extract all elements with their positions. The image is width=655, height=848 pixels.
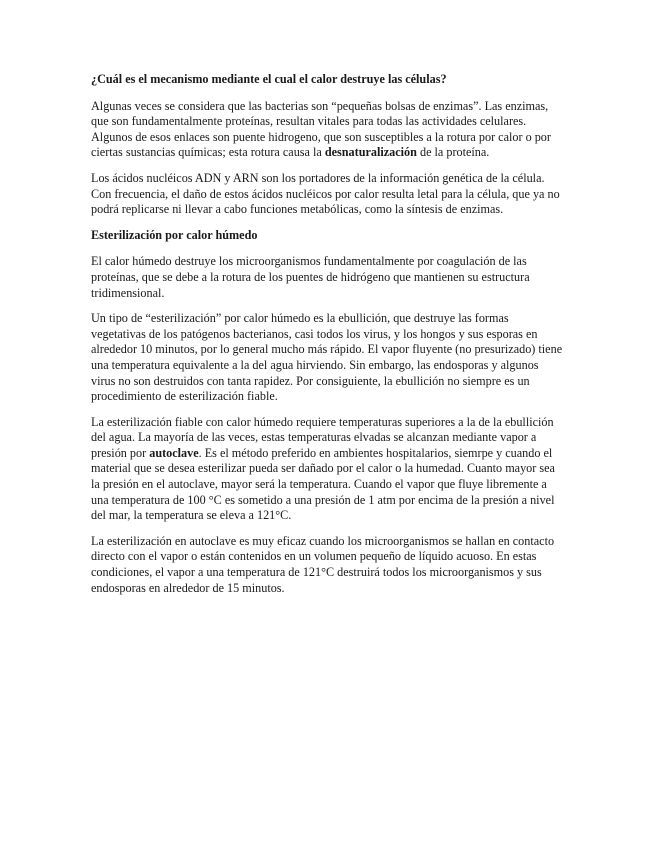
autoclave-term: autoclave	[149, 445, 199, 460]
paragraph-boiling: Un tipo de “esterilización” por calor húmedo es la ebullición, que destruye las formas vegetativas de los patógenos bacterianos, casi todos los virus, y los hongos y sus esporas en alrededor 10 minutos, por lo general mucho más rápido. El vapor fluyente (no presurizado) tiene una temperatura equivalente a la del agua hirviendo. Sin embargo, las endosporas y algunos virus no son destruidos con tanta rapidez. Por consiguiente, la ebullición no siempre es un procedimiento de esterilización fiable.	[91, 311, 563, 404]
paragraph-enzymes-text-2: de la proteína.	[416, 145, 490, 160]
paragraph-autoclave	[91, 415, 565, 524]
paragraph-nucleic-acids: Los ácidos nucléicos ADN y ARN son los portadores de la información genética de la célula. Con frecuencia, el daño de estos ácidos nucléicos por calor resulta letal para la célula, que ya no podrá replicarse ni llevar a cabo funciones metabólicas, como la síntesis de enzimas.	[91, 170, 560, 217]
section-heading-moist-heat: Esterilización por calor húmedo	[91, 227, 258, 242]
question-heading: ¿Cuál es el mecanismo mediante el cual el calor destruye las células?	[91, 72, 447, 86]
document-page	[91, 72, 565, 606]
denaturation-term: desnaturalización	[324, 145, 417, 160]
paragraph-moist-heat: El calor húmedo destruye los microorganismos fundamentalmente por coagulación de las proteínas, que se debe a la rotura de los puentes de hidrógeno que mantienen su estructura tridimensional.	[91, 254, 530, 300]
paragraph-autoclave-efficacy: La esterilización en autoclave es muy eficaz cuando los microorganismos se hallan en contacto directo con el vapor o están contenidos en un volumen pequeño de líquido acuoso. En estas condiciones, el vapor a una temperatura de 121°C destruirá todos los microorganismos y sus endosporas en alrededor de 15 minutos.	[91, 533, 555, 595]
paragraph-autoclave-text-2: . Es el método preferido en ambientes hospitalarios, siemrpe y cuando el material que se desea esterilizar pueda ser dañado por el calor o la humedad. Cuanto mayor sea la presión en el autoclave, mayor será la temperatura. Cuando el vapor que fluye libremente a una temperatura de 100 °C es sometido a una presión de 1 atm por encima de la presión a nivel del mar, la temperatura se eleva a 121°C.	[91, 445, 555, 523]
paragraph-enzymes-text-1: Algunas veces se considera que las bacterias son “pequeñas bolsas de enzimas”. Las enzimas, que son fundamentalmente proteínas, resultan vitales para todas las actividades celulares. Algunos de esos enlaces son puente hidrogeno, que son susceptibles a la rotura por calor o por ciertas sustancias químicas; esta rotura causa la	[91, 98, 551, 160]
paragraph-autoclave-text-1: La esterilización fiable con calor húmedo requiere temperaturas superiores a la de la ebullición del agua. La mayoría de las veces, estas temperaturas elvadas se alcanzan mediante vapor a presión por	[91, 414, 554, 460]
paragraph-enzymes	[91, 99, 565, 161]
